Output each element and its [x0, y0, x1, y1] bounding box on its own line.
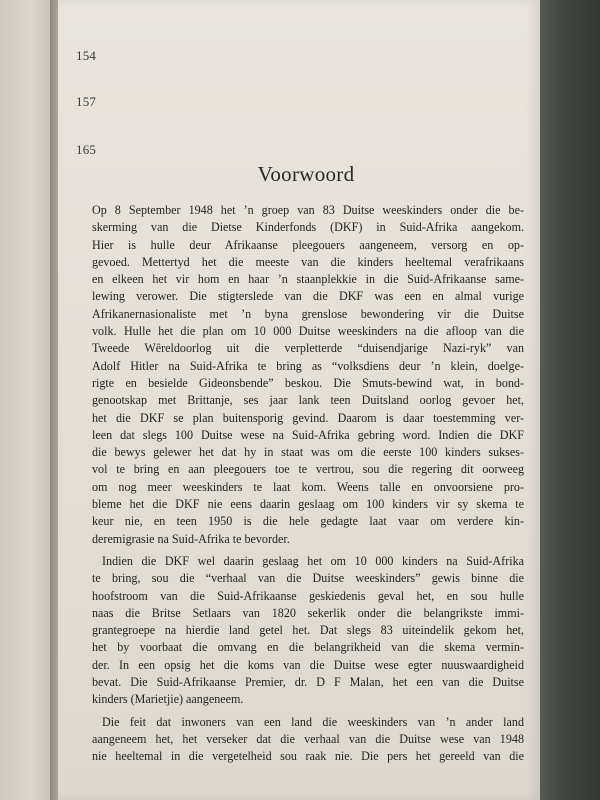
text-line: volk. Hulle het die plan om 10 000 Duitse weeskinders na die afloop van die [92, 324, 524, 339]
text-line: vol te bring en aan pleegouers toe te vertrou, sou die regering dit oorweeg [92, 462, 524, 477]
text-line: Afrikanernasionaliste met ’n byna grenslose bewondering vir die Duitse [92, 306, 524, 321]
text-line: Die feit dat inwoners van een land die weeskinders van ’n ander land [102, 714, 524, 729]
text-line: deremigrasie na Suid-Afrika te bevorder. [92, 531, 290, 546]
text-line: nie heeltemal in die vergetelheid sou raak nie. Die pers het gereeld van die [92, 749, 524, 764]
text-line: te bring, sou die “verhaal van die Duitse weeskinders” gewis binne die [92, 571, 524, 586]
paragraph [92, 553, 524, 709]
text-line: der. In een opsig het die koms van die Duitse wese egter nuuswaardigheid [92, 657, 524, 672]
text-line: het die DKF se plan buitensporig gevind. Daarom is daar toestemming ver- [92, 410, 524, 425]
page-number: 154 [76, 48, 97, 63]
previous-page-edge [0, 0, 52, 800]
text-line: grantegroepe na hierdie land getel het. Dat slegs 83 uiteindelik gekom het, [92, 623, 524, 638]
text-line: rigte en besielde Gideonsbende” beskou. Die Smuts-bewind wat, in bond- [92, 375, 524, 390]
paragraph [92, 714, 524, 766]
text-line: hoofstroom van die Suid-Afrikaanse geskiedenis geval het, en sou hulle [92, 588, 524, 603]
page-number: 165 [76, 142, 97, 157]
text-line: kinders (Marietjie) aangeneem. [92, 692, 244, 707]
text-line: skerming van die Dietse Kinderfonds (DKF) in Suid-Afrika aangekom. [92, 220, 524, 235]
text-line: lewing verower. Die stigterslede van die DKF was een en almal vurige [92, 289, 524, 304]
text-line: Adolf Hitler na Suid-Afrika te bring as “volksdiens deur ’n klein, doelge- [92, 358, 524, 373]
book-page [58, 0, 540, 800]
text-line: en elkeen het vir hom en haar ’n staanplekkie in die Suid-Afrikaanse same- [92, 272, 524, 287]
text-line: gevoed. Mettertyd het die meeste van die kinders heeltemal verafrikaans [92, 254, 524, 269]
text-line: naas die Britse Setlaars van 1820 sekerlik onder die belangrikste immi- [92, 605, 524, 620]
page-number: 157 [76, 94, 97, 109]
text-line: om nog meer weeskinders te laat kom. Weens talle en onvoorsiene pro- [92, 479, 524, 494]
text-line: aangeneem het, het verseker dat die verhaal van die Duitse wese van 1948 [92, 731, 524, 746]
text-line: Op 8 September 1948 het ’n groep van 83 Duitse weeskinders onder die be- [92, 203, 524, 217]
text-line: bleme het die DKF nie eens daarin geslaag om 100 kinders vir sy skema te [92, 497, 524, 512]
text-line: die bewys gelewer het dat hy in staat was om die eerste 100 kinders sukses- [92, 445, 524, 460]
text-line: genootskap met Brittanje, ses jaar lank teen Duitsland oorlog gevoer het, [92, 393, 524, 408]
text-line: leen dat slegs 100 Duitse wese na Suid-Afrika gebring word. Indien die DKF [92, 427, 524, 442]
text-line: keur nie, en teen 1950 is die hele gedagte laat vaar om verdere kin- [92, 514, 524, 529]
text-line: Indien die DKF wel daarin geslaag het om 10 000 kinders na Suid-Afrika [102, 553, 524, 568]
text-line: het by voorbaat die omvang en die belangrikheid van die skema vermin- [92, 640, 524, 655]
text-line: bevat. Die Suid-Afrikaanse Premier, dr. D F Malan, het een van die Duitse [92, 675, 524, 690]
text-line: Hier is hulle deur Afrikaanse pleegouers aangeneem, versorg en op- [92, 237, 524, 252]
text-line: Tweede Wêreldoorlog uit die verpletterde “duisendjarige Nazi-ryk” van [92, 341, 524, 356]
page-title: Voorwoord [257, 162, 355, 186]
background-surface [534, 0, 600, 800]
paragraph [92, 202, 524, 548]
body-text [92, 202, 524, 766]
